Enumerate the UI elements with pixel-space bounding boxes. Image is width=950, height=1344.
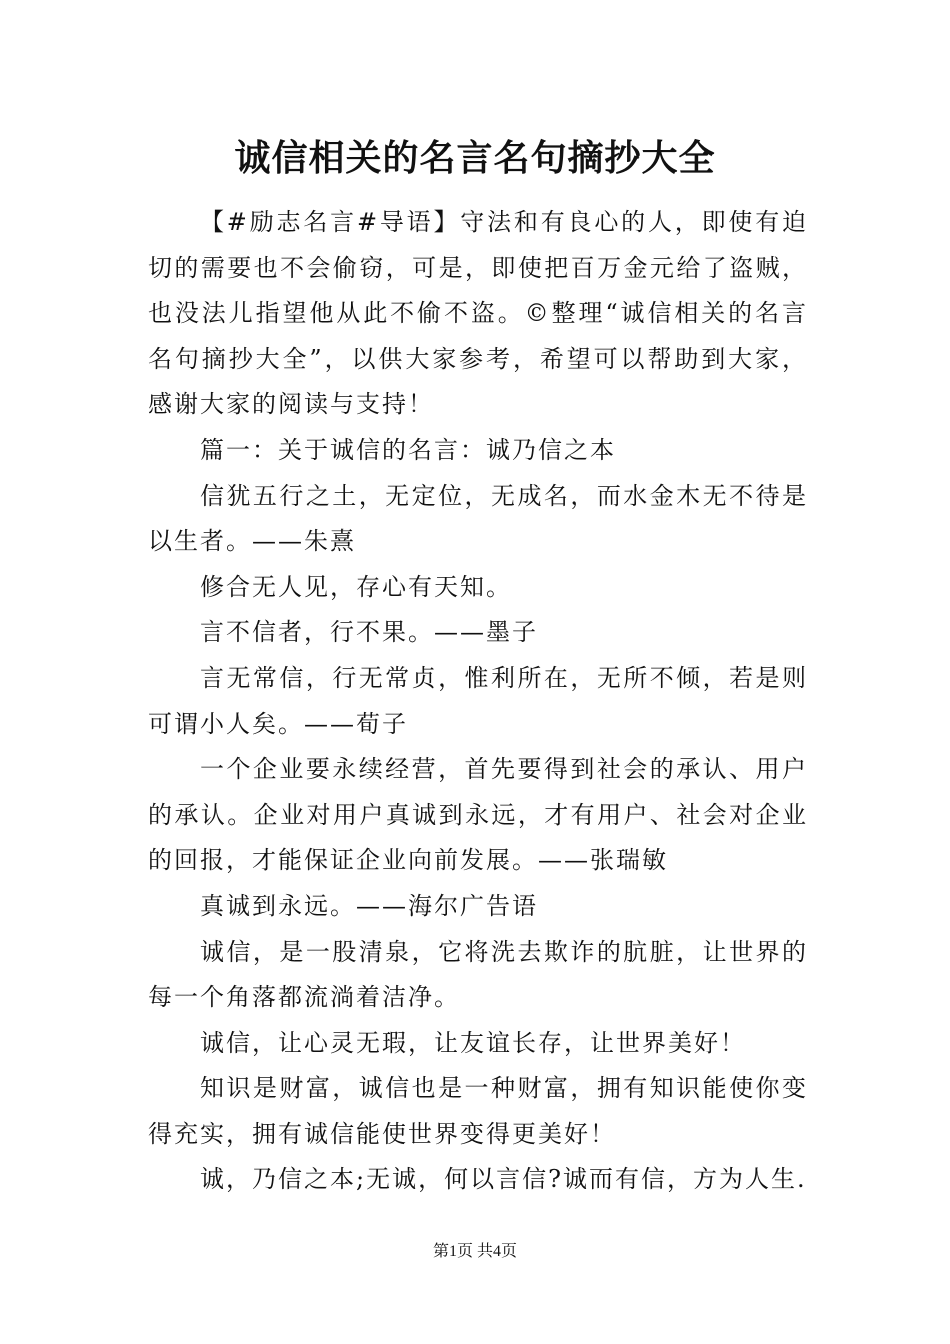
document-body (148, 200, 808, 1203)
paragraph-quote: 信犹五行之土，无定位，无成名，而水金木无不待是以生者。——朱熹 (148, 481, 808, 556)
paragraph-quote: 诚信，让心灵无瑕，让友谊长存，让世界美好！ (200, 1028, 746, 1057)
paragraph-quote: 知识是财富，诚信也是一种财富，拥有知识能使你变得充实，拥有诚信能使世界变得更美好！ (148, 1074, 808, 1148)
paragraph-quote: 修合无人见，存心有天知。 (200, 572, 512, 601)
paragraph-quote: 一个企业要永续经营，首先要得到社会的承认、用户的承认。企业对用户真诚到永远，才有用户、社会对企业的回报，才能保证企业向前发展。——张瑞敏 (148, 755, 808, 875)
paragraph-quote: 诚信，是一股清泉，它将洗去欺诈的肮脏，让世界的每一个角落都流淌着洁净。 (148, 937, 808, 1012)
paragraph-quote: 言不信者，行不果。——墨子 (200, 618, 538, 647)
paragraph-quote: 诚，乃信之本;无诚，何以言信?诚而有信，方为人生. (200, 1165, 807, 1194)
paragraph-section-heading: 篇一：关于诚信的名言：诚乃信之本 (200, 435, 616, 464)
paragraph-intro: 【#励志名言#导语】守法和有良心的人，即使有迫切的需要也不会偷窃，可是，即使把百万金元给了盗贼，也没法儿指望他从此不偷不盗。©整理“诚信相关的名言名句摘抄大全”，以供大家参考，希望可以帮助到大家，感谢大家的阅读与支持！ (148, 208, 808, 419)
paragraph-quote: 言无常信，行无常贞，惟利所在，无所不倾，若是则可谓小人矣。——荀子 (148, 663, 808, 738)
document-title: 诚信相关的名言名句摘抄大全 (234, 137, 716, 179)
page-footer: 第1页 共4页 (432, 1243, 517, 1260)
paragraph-quote: 真诚到永远。——海尔广告语 (200, 891, 538, 920)
